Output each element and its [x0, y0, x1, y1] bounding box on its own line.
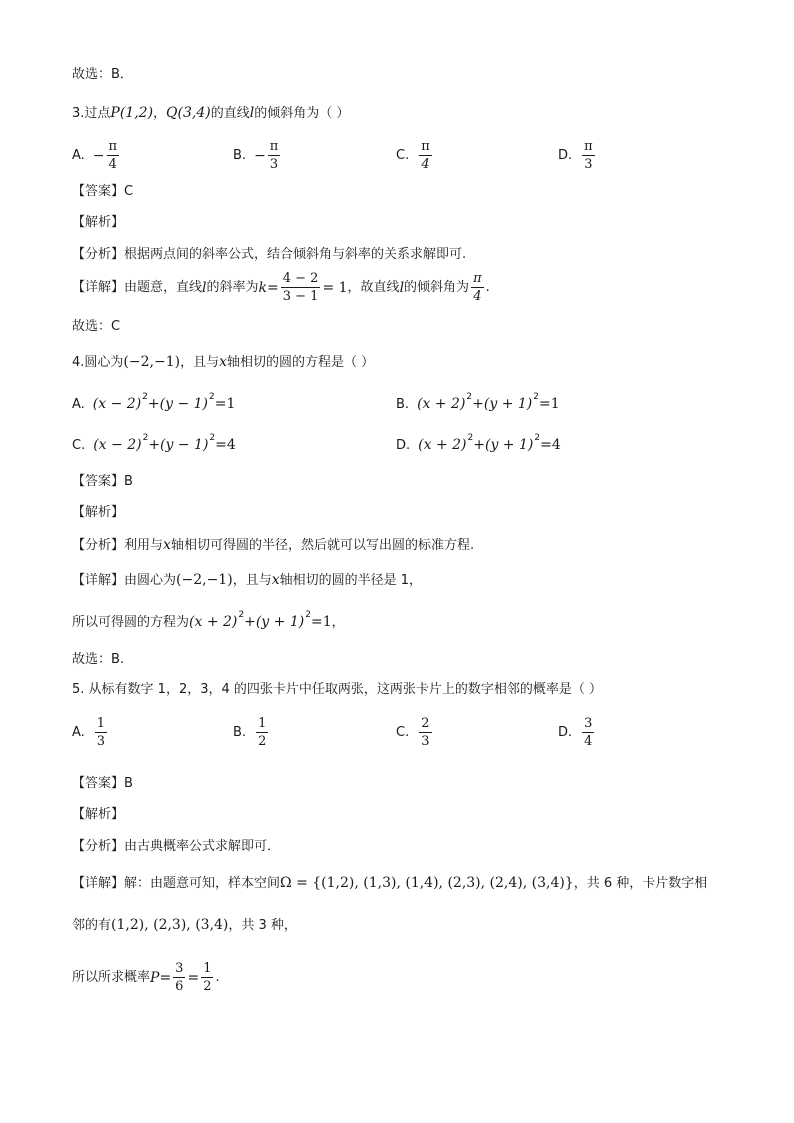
q3-option-d-fraction: $\frac{\pi}{3}$ [584, 139, 593, 172]
q3-slope-fraction: $\frac{4 - 2}{3 - 1}$ [282, 271, 319, 304]
q3-option-c-fraction: $\frac{\pi}{4}$ [421, 139, 430, 172]
q5-option-c-fraction: $\frac{2}{3}$ [421, 716, 430, 749]
q3-option-a-fraction: $\frac{\pi}{4}$ [108, 139, 118, 172]
q3-option-c: C. $\frac{\pi}{4}$ [396, 139, 430, 172]
q5-option-b-fraction: $\frac{1}{2}$ [258, 716, 267, 749]
q3-option-a: A. − $\frac{\pi}{4}$ [72, 139, 118, 172]
q3-stem: 3. 过点 P(1,2) ， Q(3,4) 的直线 l 的倾斜角为（ ） [72, 105, 350, 121]
answer-tag: 【答案】 [72, 776, 125, 791]
q3-option-d: D. $\frac{\pi}{3}$ [558, 139, 593, 172]
q5-stem: 5. 从标有数字 1，2，3，4 的四张卡片中任取两张，这两张卡片上的数字相邻的概率是（ ） [72, 682, 603, 697]
q5-prob-fraction-2: $\frac{1}{2}$ [203, 961, 212, 994]
q4-final: 故选：B. [72, 652, 125, 667]
q4-option-c: C. (x − 2) 2 + (y − 1) 2 = 4 [72, 432, 236, 453]
q5-option-d-fraction: $\frac{3}{4}$ [584, 716, 593, 749]
q3-answer: 【答案】 C [72, 184, 134, 199]
q4-analysis-heading: 【解析】 [72, 505, 125, 520]
q4-xiangjie-line2: 所以可得圆的方程为 (x + 2) 2 + (y + 1) 2 = 1 ， [72, 609, 345, 630]
q3-fenxi: 【分析】 根据两点间的斜率公式，结合倾斜角与斜率的关系求解即可. [72, 247, 467, 262]
q4-xiangjie: 【详解】 由圆心为 (−2,−1) ，且与 x 轴相切的圆的半径是 1， [72, 572, 423, 588]
q5-option-a: A. $\frac{1}{3}$ [72, 716, 106, 749]
q5-xiangjie-line2: 邻的有 (1,2), (2,3), (3,4) ，共 3 种， [72, 917, 297, 933]
q3-analysis-heading: 【解析】 [72, 215, 125, 230]
q4-option-a: A. (x − 2) 2 + (y − 1) 2 = 1 [72, 391, 236, 412]
q3-option-b: B. − $\frac{\pi}{3}$ [233, 139, 279, 172]
q4-answer: 【答案】 B [72, 474, 133, 489]
q5-analysis-heading: 【解析】 [72, 807, 125, 822]
q5-fenxi: 【分析】 由古典概率公式求解即可． [72, 839, 281, 854]
q3-xiangjie: 【详解】 由题意，直线 l 的斜率为 k = $\frac{4 - 2}{3 - 1}$ = 1 ，故直线 l 的倾斜角为 $\frac{\pi}{4}$ . [72, 271, 490, 304]
q3-option-b-fraction: $\frac{\pi}{3}$ [269, 139, 279, 172]
q4-fenxi: 【分析】 利用与 x 轴相切可得圆的半径，然后就可以写出圆的标准方程. [72, 537, 475, 553]
q5-option-a-fraction: $\frac{1}{3}$ [96, 716, 106, 749]
prev-answer-line: 故选：B． [72, 67, 133, 82]
q5-xiangjie-line3: 所以所求概率 P = $\frac{3}{6}$ = $\frac{1}{2}$ . [72, 961, 220, 994]
q4-option-b: B. (x + 2) 2 + (y + 1) 2 = 1 [396, 391, 560, 412]
q5-option-b: B. $\frac{1}{2}$ [233, 716, 267, 749]
answer-tag: 【答案】 [72, 184, 125, 199]
answer-tag: 【答案】 [72, 474, 125, 489]
q5-answer: 【答案】 B [72, 776, 133, 791]
q3-final: 故选：C [72, 319, 121, 334]
q5-option-c: C. $\frac{2}{3}$ [396, 716, 430, 749]
q5-xiangjie: 【详解】 解：由题意可知，样本空间 Ω = {(1,2), (1,3), (1,4), (2,3), (2,4), (3,4)} ，共 6 种，卡片数字相 [72, 875, 708, 891]
q4-stem: 4. 圆心为 (−2,−1) ，且与 x 轴相切的圆的方程是（ ） [72, 354, 375, 370]
q5-prob-fraction-1: $\frac{3}{6}$ [175, 961, 184, 994]
q5-option-d: D. $\frac{3}{4}$ [558, 716, 593, 749]
q3-angle-fraction: $\frac{\pi}{4}$ [473, 271, 482, 304]
q4-option-d: D. (x + 2) 2 + (y + 1) 2 = 4 [396, 432, 561, 453]
